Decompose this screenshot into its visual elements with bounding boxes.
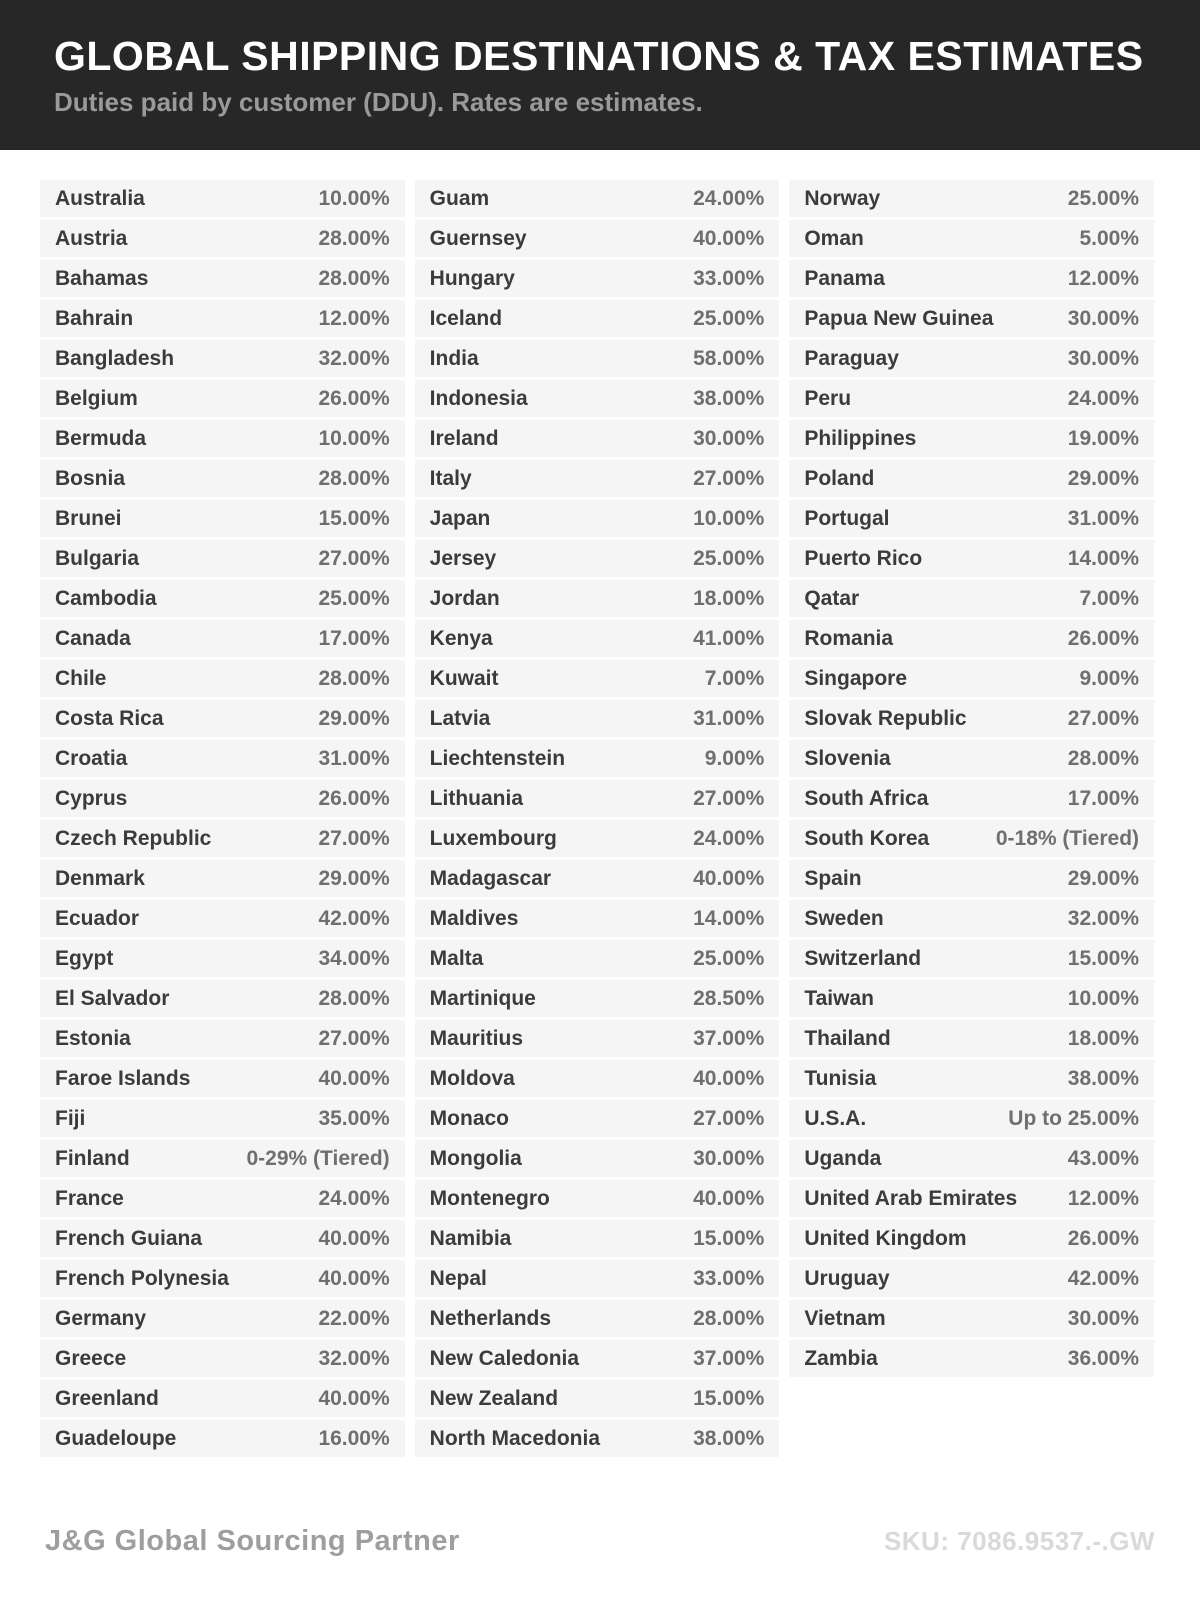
table-row (789, 1100, 1154, 1137)
table-row (789, 1340, 1154, 1377)
country-label: Bahrain (55, 306, 134, 330)
country-label: Martinique (429, 986, 536, 1010)
table-row (415, 420, 780, 457)
country-label: Croatia (55, 746, 128, 770)
rate-value: 37.00% (693, 1026, 765, 1050)
table-row (789, 420, 1154, 457)
table-row (415, 660, 780, 697)
country-label: Vietnam (804, 1306, 886, 1330)
rate-value: 25.00% (693, 306, 765, 330)
rate-value: 15.00% (693, 1226, 765, 1250)
rate-value: 40.00% (318, 1226, 390, 1250)
country-label: Guam (429, 186, 490, 210)
table-row (789, 460, 1154, 497)
rate-value: 15.00% (1067, 946, 1140, 970)
country-label: Greenland (55, 1386, 159, 1410)
country-label: Oman (804, 226, 864, 250)
rate-value: 24.00% (318, 1186, 390, 1210)
country-label: Ecuador (55, 906, 140, 930)
country-label: Bahamas (55, 266, 149, 290)
country-label: Panama (804, 266, 885, 290)
rate-value: 38.00% (1067, 1066, 1140, 1090)
rate-value: 10.00% (318, 186, 390, 210)
rate-value: 30.00% (693, 426, 765, 450)
table-row (415, 700, 780, 737)
table-row (789, 980, 1154, 1017)
table-row (415, 1020, 780, 1057)
country-label: Iceland (429, 306, 503, 330)
table-row (40, 1420, 405, 1457)
country-label: Switzerland (804, 946, 922, 970)
rate-value: 28.00% (318, 266, 390, 290)
table-row (415, 940, 780, 977)
country-label: Egypt (55, 946, 114, 970)
page-title: GLOBAL SHIPPING DESTINATIONS & TAX ESTIMATES (54, 33, 1144, 79)
country-label: Maldives (429, 906, 519, 930)
table-row (40, 1300, 405, 1337)
table-row (789, 940, 1154, 977)
country-label: France (55, 1186, 124, 1210)
table-row (789, 580, 1154, 617)
table-row (415, 1300, 780, 1337)
table-row (40, 860, 405, 897)
brand-name: J&G Global Sourcing Partner (45, 1525, 460, 1557)
rate-value: 27.00% (318, 826, 390, 850)
rate-value: 22.00% (318, 1306, 390, 1330)
rate-value: 28.00% (693, 1306, 765, 1330)
table-row (789, 260, 1154, 297)
rate-value: 27.00% (693, 466, 765, 490)
table-row (415, 1060, 780, 1097)
country-label: Peru (804, 386, 852, 410)
rate-value: 29.00% (318, 706, 390, 730)
table-row (789, 300, 1154, 337)
rate-value: 0-29% (Tiered) (246, 1146, 390, 1170)
rate-value: 18.00% (693, 586, 765, 610)
rate-value: 27.00% (318, 1026, 390, 1050)
table-row (415, 1380, 780, 1417)
country-label: Taiwan (804, 986, 874, 1010)
rate-value: 27.00% (693, 786, 765, 810)
table-row (40, 980, 405, 1017)
rate-value: 40.00% (693, 1066, 765, 1090)
table-row (789, 820, 1154, 857)
table-row (40, 260, 405, 297)
rate-value: 29.00% (1067, 866, 1140, 890)
table-row (415, 260, 780, 297)
country-label: Mauritius (429, 1026, 524, 1050)
country-label: Slovenia (804, 746, 891, 770)
table-row (40, 1380, 405, 1417)
rates-table (0, 150, 1200, 1457)
country-label: Singapore (804, 666, 908, 690)
country-label: New Caledonia (429, 1346, 580, 1370)
rate-value: 25.00% (318, 586, 390, 610)
country-label: Luxembourg (429, 826, 557, 850)
country-label: Lithuania (429, 786, 524, 810)
country-label: French Polynesia (55, 1266, 229, 1290)
rate-value: 28.00% (318, 226, 390, 250)
rate-value: 32.00% (318, 346, 390, 370)
country-label: Ireland (429, 426, 499, 450)
country-label: Uganda (804, 1146, 882, 1170)
country-label: Paraguay (804, 346, 899, 370)
table-row (415, 620, 780, 657)
country-label: Nepal (429, 1266, 487, 1290)
country-label: Bulgaria (55, 546, 140, 570)
country-label: Montenegro (429, 1186, 550, 1210)
table-row (415, 300, 780, 337)
country-label: Canada (55, 626, 131, 650)
rate-value: 36.00% (1067, 1346, 1140, 1370)
rate-value: 27.00% (318, 546, 390, 570)
table-row (415, 1100, 780, 1137)
table-row (415, 980, 780, 1017)
table-row (789, 1060, 1154, 1097)
rate-value: 31.00% (693, 706, 765, 730)
rate-value: 42.00% (1067, 1266, 1140, 1290)
rate-value: 16.00% (318, 1426, 390, 1450)
table-row (40, 900, 405, 937)
table-row (40, 1100, 405, 1137)
table-row (415, 1140, 780, 1177)
footer (0, 1525, 1200, 1600)
table-row (40, 380, 405, 417)
country-label: Kuwait (429, 666, 499, 690)
table-row (789, 1140, 1154, 1177)
table-row (415, 1340, 780, 1377)
country-label: New Zealand (429, 1386, 559, 1410)
country-label: Guadeloupe (55, 1426, 177, 1450)
rates-column-3 (789, 180, 1154, 1377)
rate-value: 18.00% (1067, 1026, 1140, 1050)
rate-value: 40.00% (693, 226, 765, 250)
country-label: Uruguay (804, 1266, 890, 1290)
table-row (789, 540, 1154, 577)
rates-column-1 (40, 180, 405, 1457)
country-label: Liechtenstein (429, 746, 566, 770)
table-row (40, 700, 405, 737)
rate-value: 32.00% (1067, 906, 1140, 930)
country-label: Germany (55, 1306, 147, 1330)
table-row (40, 1140, 405, 1177)
rate-value: 29.00% (1067, 466, 1140, 490)
country-label: El Salvador (55, 986, 170, 1010)
table-row (789, 860, 1154, 897)
country-label: Sweden (804, 906, 884, 930)
country-label: Norway (804, 186, 881, 210)
rate-value: 12.00% (1067, 1186, 1140, 1210)
country-label: Japan (429, 506, 491, 530)
table-row (789, 380, 1154, 417)
country-label: Tunisia (804, 1066, 877, 1090)
rate-value: 17.00% (318, 626, 390, 650)
table-row (789, 700, 1154, 737)
table-row (415, 540, 780, 577)
table-row (789, 1180, 1154, 1217)
country-label: Philippines (804, 426, 917, 450)
country-label: Greece (55, 1346, 127, 1370)
country-label: Qatar (804, 586, 860, 610)
country-label: Spain (804, 866, 862, 890)
country-label: Belgium (55, 386, 138, 410)
country-label: South Africa (804, 786, 929, 810)
rate-value: 32.00% (318, 1346, 390, 1370)
rate-value: 12.00% (1067, 266, 1140, 290)
country-label: India (429, 346, 479, 370)
rate-value: Up to 25.00% (1008, 1106, 1140, 1130)
country-label: Austria (55, 226, 128, 250)
rate-value: 10.00% (693, 506, 765, 530)
table-row (789, 900, 1154, 937)
rate-value: 28.00% (1067, 746, 1140, 770)
rate-value: 5.00% (1079, 226, 1140, 250)
table-row (40, 420, 405, 457)
rates-column-2 (415, 180, 780, 1457)
table-row (40, 820, 405, 857)
country-label: Cambodia (55, 586, 157, 610)
rate-value: 9.00% (704, 746, 765, 770)
table-row (789, 1020, 1154, 1057)
header-banner (0, 0, 1200, 150)
country-label: Fiji (55, 1106, 86, 1130)
table-row (415, 740, 780, 777)
rate-value: 17.00% (1067, 786, 1140, 810)
country-label: Bangladesh (55, 346, 175, 370)
rate-value: 58.00% (693, 346, 765, 370)
rate-value: 33.00% (693, 266, 765, 290)
rate-value: 40.00% (318, 1266, 390, 1290)
rate-value: 31.00% (318, 746, 390, 770)
country-label: Madagascar (429, 866, 552, 890)
country-label: South Korea (804, 826, 930, 850)
table-row (40, 340, 405, 377)
table-row (789, 660, 1154, 697)
country-label: United Kingdom (804, 1226, 967, 1250)
rate-value: 30.00% (1067, 1306, 1140, 1330)
country-label: Portugal (804, 506, 890, 530)
table-row (789, 180, 1154, 217)
rate-value: 27.00% (693, 1106, 765, 1130)
table-row (415, 180, 780, 217)
table-row (415, 780, 780, 817)
country-label: Indonesia (429, 386, 528, 410)
table-row (789, 780, 1154, 817)
table-row (40, 740, 405, 777)
rate-value: 40.00% (693, 1186, 765, 1210)
table-row (415, 900, 780, 937)
country-label: Malta (429, 946, 484, 970)
country-label: Slovak Republic (804, 706, 967, 730)
table-row (40, 620, 405, 657)
rate-value: 33.00% (693, 1266, 765, 1290)
table-row (40, 1060, 405, 1097)
country-label: French Guiana (55, 1226, 203, 1250)
table-row (415, 500, 780, 537)
rate-value: 29.00% (318, 866, 390, 890)
table-row (789, 1220, 1154, 1257)
rate-value: 25.00% (693, 946, 765, 970)
rate-value: 34.00% (318, 946, 390, 970)
rate-value: 10.00% (1067, 986, 1140, 1010)
table-row (415, 860, 780, 897)
country-label: Costa Rica (55, 706, 164, 730)
table-row (40, 1180, 405, 1217)
rate-value: 30.00% (1067, 346, 1140, 370)
rate-value: 26.00% (318, 386, 390, 410)
country-label: Netherlands (429, 1306, 552, 1330)
table-row (415, 820, 780, 857)
rate-value: 38.00% (693, 1426, 765, 1450)
page-subtitle: Duties paid by customer (DDU). Rates are estimates. (54, 87, 703, 118)
rate-value: 30.00% (693, 1146, 765, 1170)
table-row (40, 1340, 405, 1377)
table-row (40, 780, 405, 817)
rate-value: 28.00% (318, 666, 390, 690)
rate-value: 14.00% (1067, 546, 1140, 570)
country-label: Monaco (429, 1106, 510, 1130)
table-row (415, 340, 780, 377)
rate-value: 15.00% (693, 1386, 765, 1410)
country-label: Guernsey (429, 226, 527, 250)
rate-value: 42.00% (318, 906, 390, 930)
table-row (40, 540, 405, 577)
rate-value: 28.50% (693, 986, 765, 1010)
rate-value: 28.00% (318, 466, 390, 490)
rate-value: 28.00% (318, 986, 390, 1010)
table-row (40, 500, 405, 537)
country-label: Finland (55, 1146, 130, 1170)
rate-value: 7.00% (704, 666, 765, 690)
rate-value: 40.00% (318, 1066, 390, 1090)
table-row (40, 220, 405, 257)
rate-value: 15.00% (318, 506, 390, 530)
country-label: Brunei (55, 506, 122, 530)
country-label: U.S.A. (804, 1106, 867, 1130)
sku-label: SKU: 7086.9537.-.GW (883, 1526, 1155, 1556)
rate-value: 14.00% (693, 906, 765, 930)
rate-value: 37.00% (693, 1346, 765, 1370)
country-label: Puerto Rico (804, 546, 923, 570)
rate-value: 0-18% (Tiered) (995, 826, 1140, 850)
rate-value: 7.00% (1079, 586, 1140, 610)
table-row (415, 380, 780, 417)
table-row (40, 300, 405, 337)
rate-value: 24.00% (1067, 386, 1140, 410)
table-row (40, 580, 405, 617)
table-row (40, 180, 405, 217)
country-label: Mongolia (429, 1146, 522, 1170)
rate-value: 26.00% (1067, 1226, 1140, 1250)
country-label: Jordan (429, 586, 500, 610)
country-label: Cyprus (55, 786, 128, 810)
table-row (789, 1260, 1154, 1297)
table-row (789, 220, 1154, 257)
table-row (40, 940, 405, 977)
rate-value: 38.00% (693, 386, 765, 410)
rate-value: 25.00% (1067, 186, 1140, 210)
rate-value: 26.00% (1067, 626, 1140, 650)
country-label: Faroe Islands (55, 1066, 191, 1090)
country-label: Kenya (429, 626, 493, 650)
rate-value: 35.00% (318, 1106, 390, 1130)
table-row (789, 1300, 1154, 1337)
table-row (40, 660, 405, 697)
rate-value: 43.00% (1067, 1146, 1140, 1170)
country-label: Moldova (429, 1066, 515, 1090)
rate-value: 10.00% (318, 426, 390, 450)
table-row (40, 1020, 405, 1057)
country-label: Australia (55, 186, 145, 210)
country-label: Thailand (804, 1026, 891, 1050)
rate-value: 30.00% (1067, 306, 1140, 330)
country-label: Estonia (55, 1026, 131, 1050)
table-row (415, 1260, 780, 1297)
rate-value: 19.00% (1067, 426, 1140, 450)
table-row (40, 460, 405, 497)
rate-value: 9.00% (1079, 666, 1140, 690)
table-row (40, 1260, 405, 1297)
country-label: Romania (804, 626, 894, 650)
table-row (415, 1180, 780, 1217)
table-row (40, 1220, 405, 1257)
country-label: Jersey (429, 546, 497, 570)
rate-value: 24.00% (693, 186, 765, 210)
rate-value: 24.00% (693, 826, 765, 850)
table-row (789, 620, 1154, 657)
rate-value: 25.00% (693, 546, 765, 570)
country-label: Namibia (429, 1226, 512, 1250)
country-label: Poland (804, 466, 875, 490)
rate-value: 40.00% (318, 1386, 390, 1410)
rate-value: 40.00% (693, 866, 765, 890)
country-label: Zambia (804, 1346, 878, 1370)
rate-value: 12.00% (318, 306, 390, 330)
country-label: United Arab Emirates (804, 1186, 1018, 1210)
rate-value: 27.00% (1067, 706, 1140, 730)
country-label: Hungary (429, 266, 515, 290)
country-label: North Macedonia (429, 1426, 601, 1450)
table-row (415, 1420, 780, 1457)
country-label: Italy (429, 466, 472, 490)
country-label: Denmark (55, 866, 145, 890)
table-row (789, 740, 1154, 777)
table-row (789, 500, 1154, 537)
country-label: Latvia (429, 706, 491, 730)
rate-value: 26.00% (318, 786, 390, 810)
table-row (415, 460, 780, 497)
country-label: Chile (55, 666, 107, 690)
table-row (789, 340, 1154, 377)
rate-value: 31.00% (1067, 506, 1140, 530)
rate-value: 41.00% (693, 626, 765, 650)
table-row (415, 1220, 780, 1257)
table-row (415, 580, 780, 617)
country-label: Czech Republic (55, 826, 212, 850)
country-label: Bermuda (55, 426, 147, 450)
country-label: Bosnia (55, 466, 126, 490)
country-label: Papua New Guinea (804, 306, 994, 330)
table-row (415, 220, 780, 257)
